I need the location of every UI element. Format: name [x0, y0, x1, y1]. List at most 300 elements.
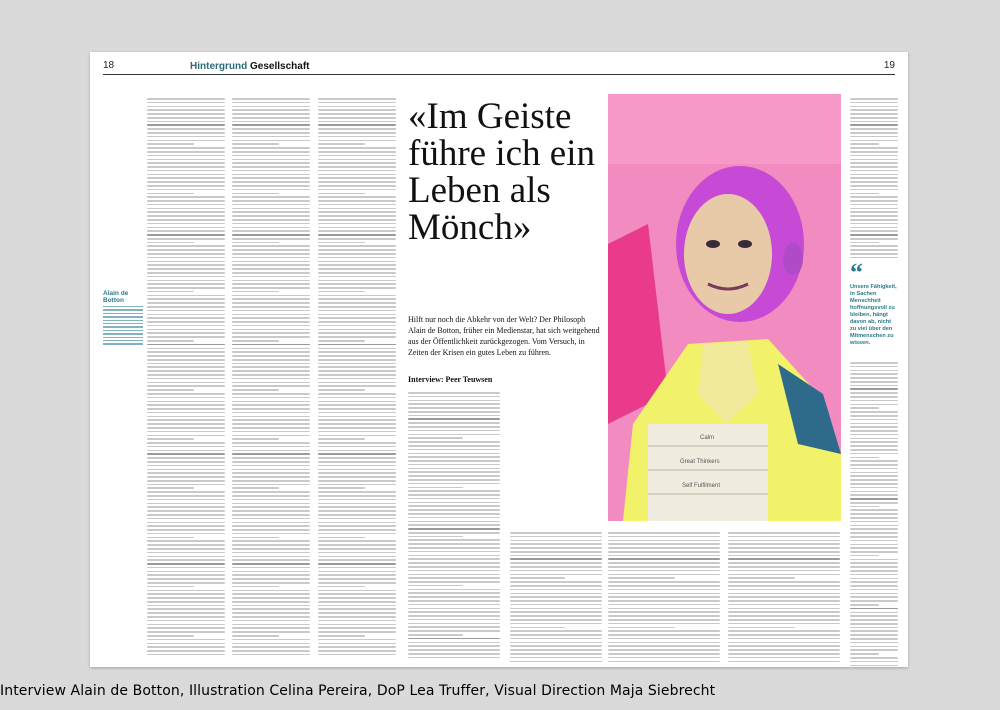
text-line — [147, 480, 225, 482]
text-line — [147, 162, 225, 164]
text-line — [147, 643, 225, 645]
text-line — [147, 321, 225, 323]
text-line — [408, 490, 500, 492]
text-line — [318, 189, 396, 191]
text-line — [147, 204, 225, 206]
text-line — [232, 431, 310, 433]
text-line — [147, 272, 225, 274]
text-line — [147, 113, 225, 115]
text-line — [147, 397, 225, 399]
text-line — [318, 382, 396, 384]
text-line — [510, 540, 602, 542]
text-line — [147, 401, 225, 403]
text-line — [147, 416, 225, 418]
text-line — [850, 630, 898, 632]
text-line — [232, 408, 310, 410]
text-line — [608, 558, 720, 560]
text-line — [608, 532, 720, 534]
text-line — [318, 393, 396, 395]
text-line — [232, 514, 310, 516]
text-line — [147, 487, 194, 489]
text-line — [147, 601, 225, 603]
text-line — [232, 419, 310, 421]
text-line — [232, 291, 279, 293]
text-line — [850, 128, 898, 130]
text-line — [850, 596, 898, 598]
text-line — [318, 627, 396, 629]
text-line — [608, 547, 720, 549]
text-line — [850, 140, 898, 142]
text-line — [408, 513, 500, 515]
text-line — [232, 397, 310, 399]
text-line — [510, 604, 602, 606]
text-column-7 — [728, 532, 840, 664]
text-line — [850, 166, 898, 168]
text-line — [147, 574, 225, 576]
text-line — [147, 635, 194, 637]
text-line — [510, 555, 602, 557]
text-line — [510, 608, 602, 610]
text-line — [510, 596, 602, 598]
text-line — [232, 128, 310, 130]
text-line — [147, 124, 225, 126]
text-line — [850, 562, 898, 564]
text-line — [147, 389, 194, 391]
text-line — [510, 558, 602, 560]
text-line — [232, 382, 310, 384]
text-line — [147, 597, 225, 599]
text-line — [318, 211, 396, 213]
text-line — [850, 453, 898, 455]
text-line — [608, 661, 720, 663]
text-line — [318, 412, 396, 414]
text-line — [147, 476, 225, 478]
text-line — [318, 563, 396, 565]
text-line — [147, 302, 225, 304]
text-line — [147, 310, 225, 312]
text-line — [318, 306, 396, 308]
text-line — [318, 643, 396, 645]
text-line — [318, 491, 396, 493]
text-line — [408, 453, 500, 455]
text-line — [147, 624, 225, 626]
text-line — [232, 268, 310, 270]
text-line — [318, 245, 396, 247]
text-line — [232, 185, 310, 187]
text-line — [510, 585, 602, 587]
text-line — [850, 472, 898, 474]
text-line — [232, 480, 310, 482]
text-line — [147, 522, 225, 524]
text-line — [232, 438, 279, 440]
text-line — [318, 419, 396, 421]
text-line — [608, 608, 720, 610]
text-line — [147, 484, 225, 486]
text-line — [232, 635, 279, 637]
text-line — [232, 261, 310, 263]
text-line — [318, 366, 396, 368]
text-line — [147, 344, 225, 346]
text-line — [318, 117, 396, 119]
text-line — [232, 533, 310, 535]
text-line — [608, 593, 720, 595]
text-line — [510, 532, 602, 534]
text-line — [232, 393, 310, 395]
text-line — [318, 397, 396, 399]
text-line — [850, 578, 898, 580]
text-line — [232, 242, 279, 244]
text-line — [510, 577, 565, 579]
text-line — [147, 495, 225, 497]
text-line — [850, 559, 898, 561]
text-line — [850, 377, 898, 379]
text-line — [318, 344, 396, 346]
text-line — [232, 510, 310, 512]
text-line — [850, 230, 898, 232]
text-line — [408, 653, 500, 655]
text-line — [728, 638, 840, 640]
text-line — [608, 604, 720, 606]
text-line — [408, 403, 500, 405]
text-line — [147, 506, 225, 508]
text-line — [510, 589, 602, 591]
text-line — [728, 661, 840, 663]
text-line — [232, 106, 310, 108]
text-line — [408, 434, 500, 436]
headline: «Im Geiste führe ich ein Leben als Mönch» — [408, 96, 595, 248]
text-line — [232, 571, 310, 573]
text-line — [147, 646, 225, 648]
text-line — [232, 310, 310, 312]
text-line — [608, 566, 720, 568]
text-line — [232, 287, 310, 289]
text-line — [318, 435, 396, 437]
text-line — [850, 604, 879, 606]
text-line — [850, 665, 898, 667]
text-line — [728, 649, 840, 651]
text-line — [850, 457, 879, 459]
text-line — [318, 272, 396, 274]
text-line — [232, 174, 310, 176]
text-line — [728, 630, 840, 632]
text-line — [232, 132, 310, 134]
text-line — [850, 392, 898, 394]
text-line — [608, 577, 675, 579]
text-line — [147, 147, 225, 149]
text-line — [232, 140, 310, 142]
text-line — [232, 453, 310, 455]
text-line — [318, 298, 396, 300]
text-line — [232, 499, 310, 501]
text-line — [510, 574, 602, 576]
text-line — [147, 170, 225, 172]
text-line — [147, 159, 225, 161]
text-line — [147, 230, 225, 232]
text-line — [147, 314, 225, 316]
text-line — [318, 514, 396, 516]
text-line — [147, 181, 225, 183]
text-line — [318, 166, 396, 168]
text-line — [408, 543, 500, 545]
text-line — [318, 499, 396, 501]
text-line — [147, 227, 225, 229]
text-line — [232, 404, 310, 406]
text-line — [232, 446, 310, 448]
text-line — [318, 506, 396, 508]
text-line — [408, 471, 500, 473]
text-line — [318, 132, 396, 134]
text-line — [318, 495, 396, 497]
text-line — [318, 484, 396, 486]
text-line — [147, 143, 194, 145]
text-line — [232, 276, 310, 278]
text-column-5 — [510, 532, 602, 664]
text-line — [232, 469, 310, 471]
text-line — [232, 351, 310, 353]
text-line — [408, 551, 500, 553]
text-line — [318, 109, 396, 111]
text-line — [318, 332, 396, 334]
quote-mark-icon: “ — [850, 258, 863, 287]
text-line — [850, 147, 898, 149]
text-line — [232, 306, 310, 308]
text-line — [147, 132, 225, 134]
text-line — [850, 585, 898, 587]
text-line — [728, 562, 840, 564]
text-line — [850, 441, 898, 443]
text-line — [850, 540, 898, 542]
text-line — [232, 476, 310, 478]
text-column-3 — [318, 98, 396, 658]
sidebar-text-line — [103, 326, 143, 327]
text-line — [408, 581, 500, 583]
text-line — [510, 615, 602, 617]
text-line — [232, 283, 310, 285]
text-line — [147, 518, 225, 520]
text-line — [318, 378, 396, 380]
text-line — [147, 499, 225, 501]
text-line — [147, 151, 225, 153]
text-line — [408, 396, 500, 398]
sidebar-text-line — [103, 343, 143, 344]
text-line — [318, 408, 396, 410]
text-line — [232, 567, 310, 569]
text-line — [318, 215, 396, 217]
text-line — [232, 124, 310, 126]
text-line — [147, 174, 225, 176]
text-line — [232, 442, 310, 444]
text-line — [850, 106, 898, 108]
text-line — [850, 419, 898, 421]
text-line — [232, 506, 310, 508]
text-line — [728, 615, 840, 617]
text-line — [147, 242, 194, 244]
text-line — [232, 389, 279, 391]
text-line — [147, 283, 225, 285]
text-line — [850, 136, 898, 138]
text-line — [232, 597, 310, 599]
text-line — [147, 234, 225, 236]
text-line — [232, 344, 310, 346]
text-line — [318, 556, 396, 558]
text-line — [232, 401, 310, 403]
text-line — [147, 291, 194, 293]
text-line — [232, 348, 310, 350]
text-line — [318, 140, 396, 142]
text-line — [232, 317, 310, 319]
text-line — [850, 623, 898, 625]
text-line — [232, 461, 310, 463]
image-caption: Interview Alain de Botton, Illustration Celina Pereira, DoP Lea Truffer, Visual Direction Maja Siebrecht — [0, 683, 716, 699]
text-line — [232, 272, 310, 274]
text-line — [147, 140, 225, 142]
text-line — [318, 654, 396, 656]
text-line — [232, 472, 310, 474]
text-line — [147, 340, 194, 342]
text-line — [408, 604, 500, 606]
text-line — [850, 479, 898, 481]
text-line — [408, 570, 500, 572]
text-line — [232, 359, 310, 361]
text-line — [232, 654, 310, 656]
text-line — [728, 577, 795, 579]
text-line — [408, 418, 500, 420]
text-line — [147, 567, 225, 569]
text-line — [850, 370, 898, 372]
text-line — [608, 642, 720, 644]
text-line — [232, 616, 310, 618]
text-line — [147, 359, 225, 361]
text-line — [318, 472, 396, 474]
text-line — [850, 487, 898, 489]
text-line — [850, 491, 898, 493]
text-line — [232, 113, 310, 115]
text-line — [147, 136, 225, 138]
face-shape — [684, 194, 772, 314]
text-line — [147, 582, 225, 584]
text-line — [318, 601, 396, 603]
text-line — [850, 109, 898, 111]
text-line — [147, 382, 225, 384]
text-line — [728, 608, 840, 610]
text-line — [408, 626, 500, 628]
text-column-1 — [147, 98, 225, 658]
text-line — [147, 102, 225, 104]
text-line — [318, 559, 396, 561]
text-line — [147, 571, 225, 573]
text-line — [850, 638, 898, 640]
text-line — [147, 419, 225, 421]
text-line — [232, 234, 310, 236]
text-line — [232, 465, 310, 467]
text-line — [850, 608, 898, 610]
text-line — [232, 522, 310, 524]
text-line — [318, 646, 396, 648]
text-line — [408, 596, 500, 598]
text-line — [232, 574, 310, 576]
text-line — [408, 487, 463, 489]
text-line — [232, 529, 310, 531]
text-line — [318, 238, 396, 240]
text-line — [232, 370, 310, 372]
text-line — [147, 257, 225, 259]
text-line — [147, 261, 225, 263]
text-line — [147, 370, 225, 372]
text-line — [850, 642, 898, 644]
text-line — [850, 162, 898, 164]
text-line — [850, 396, 898, 398]
text-line — [147, 223, 225, 225]
text-line — [408, 392, 500, 394]
text-line — [318, 321, 396, 323]
text-line — [510, 593, 602, 595]
text-line — [147, 423, 225, 425]
text-line — [850, 400, 898, 402]
text-line — [318, 416, 396, 418]
text-line — [318, 616, 396, 618]
text-line — [232, 147, 310, 149]
text-line — [408, 464, 500, 466]
text-line — [147, 276, 225, 278]
text-line — [408, 400, 500, 402]
text-line — [318, 363, 396, 365]
text-line — [408, 411, 500, 413]
text-line — [608, 645, 720, 647]
text-line — [510, 630, 602, 632]
text-line — [318, 174, 396, 176]
text-line — [232, 245, 310, 247]
text-line — [232, 525, 310, 527]
text-line — [318, 450, 396, 452]
text-line — [147, 639, 225, 641]
text-line — [232, 253, 310, 255]
text-line — [147, 109, 225, 111]
text-line — [850, 227, 898, 229]
sidebar-text-line — [103, 323, 143, 324]
text-line — [232, 200, 310, 202]
text-line — [147, 332, 225, 334]
text-line — [510, 543, 602, 545]
text-line — [408, 524, 500, 526]
text-line — [147, 616, 225, 618]
author-sidebar — [103, 290, 143, 410]
text-line — [608, 638, 720, 640]
text-line — [408, 608, 500, 610]
text-line — [850, 411, 898, 413]
text-line — [850, 521, 898, 523]
text-line — [318, 268, 396, 270]
text-line — [318, 567, 396, 569]
text-line — [850, 475, 898, 477]
text-line — [408, 566, 500, 568]
text-line — [147, 590, 225, 592]
text-line — [318, 525, 396, 527]
text-line — [147, 465, 225, 467]
text-line — [408, 619, 500, 621]
text-line — [147, 529, 225, 531]
text-line — [850, 143, 879, 145]
text-line — [850, 661, 898, 663]
text-line — [850, 385, 898, 387]
text-line — [728, 593, 840, 595]
text-line — [850, 426, 898, 428]
text-line — [850, 593, 898, 595]
text-line — [318, 540, 396, 542]
text-line — [850, 555, 879, 557]
text-line — [318, 574, 396, 576]
text-line — [232, 98, 310, 100]
text-line — [318, 113, 396, 115]
